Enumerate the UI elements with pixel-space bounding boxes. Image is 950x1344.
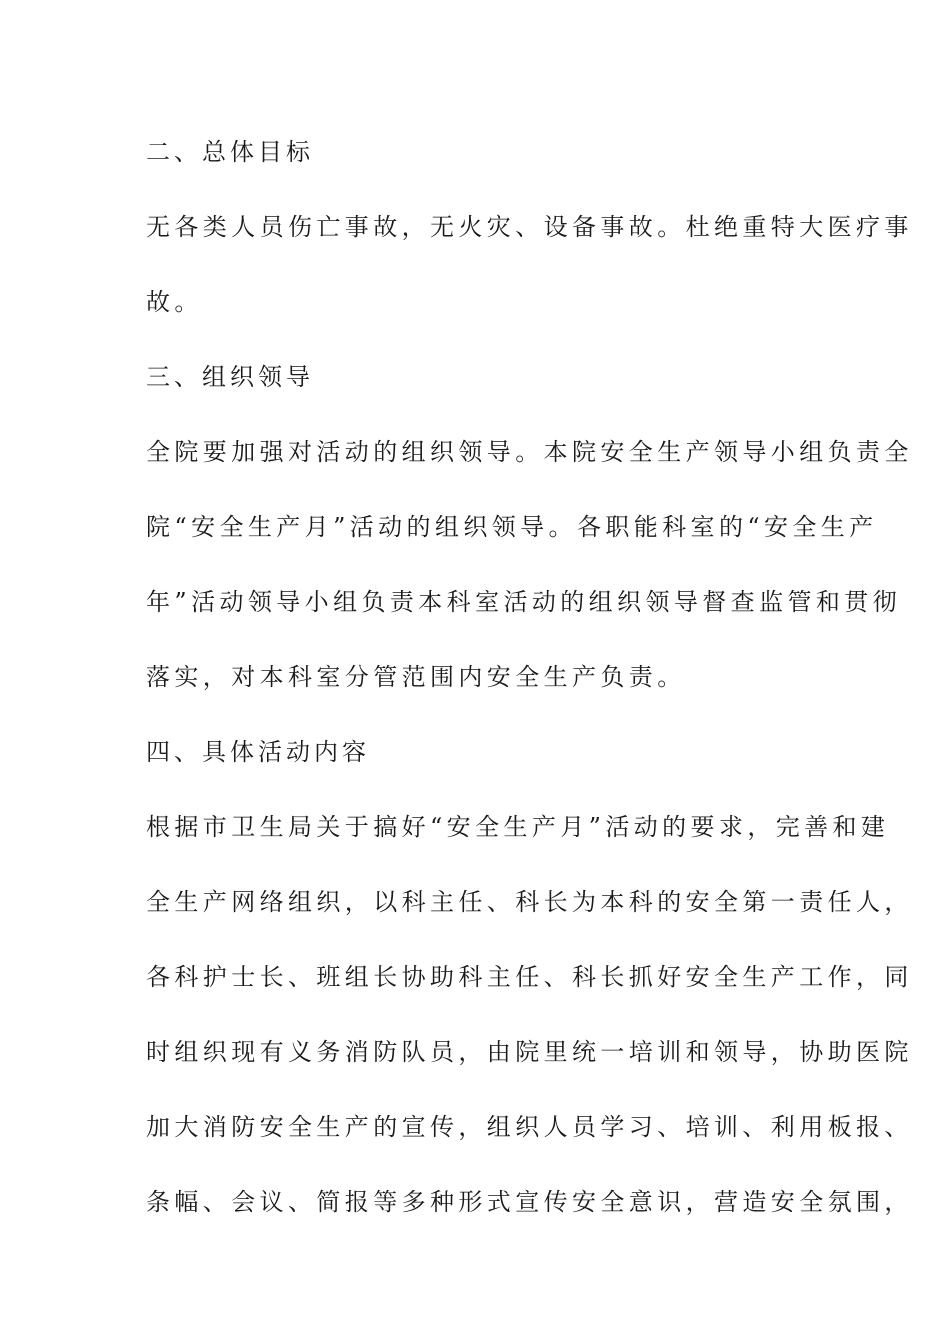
paragraph-line: 条幅、会议、简报等多种形式宣传安全意识，营造安全氛围，: [146, 1188, 913, 1216]
paragraph-line: 根据市卫生局关于搞好“安全生产月”活动的要求，完善和建: [146, 813, 890, 841]
paragraph-line: 全生产网络组织，以科主任、科长为本科的安全第一责任人，: [146, 888, 913, 916]
paragraph-line: 加大消防安全生产的宣传，组织人员学习、培训、利用板报、: [146, 1113, 913, 1141]
paragraph-line: 落实，对本科室分管范围内安全生产负责。: [146, 663, 686, 691]
section-heading-organization: 三、组织领导: [146, 363, 314, 391]
paragraph-line: 无各类人员伤亡事故，无火灾、设备事故。杜绝重特大医疗事: [146, 213, 913, 241]
paragraph-line: 时组织现有义务消防队员，由院里统一培训和领导，协助医院: [146, 1038, 913, 1066]
paragraph-line: 全院要加强对活动的组织领导。本院安全生产领导小组负责全: [146, 438, 913, 466]
paragraph-line: 各科护士长、班组长协助科主任、科长抓好安全生产工作，同: [146, 963, 913, 991]
section-heading-activities: 四、具体活动内容: [146, 738, 370, 766]
paragraph-line: 年”活动领导小组负责本科室活动的组织领导督查监管和贯彻: [146, 588, 902, 616]
paragraph-line: 故。: [146, 288, 203, 316]
section-heading-overall-goal: 二、总体目标: [146, 138, 314, 166]
paragraph-line: 院“安全生产月”活动的组织领导。各职能科室的“安全生产: [146, 513, 878, 541]
